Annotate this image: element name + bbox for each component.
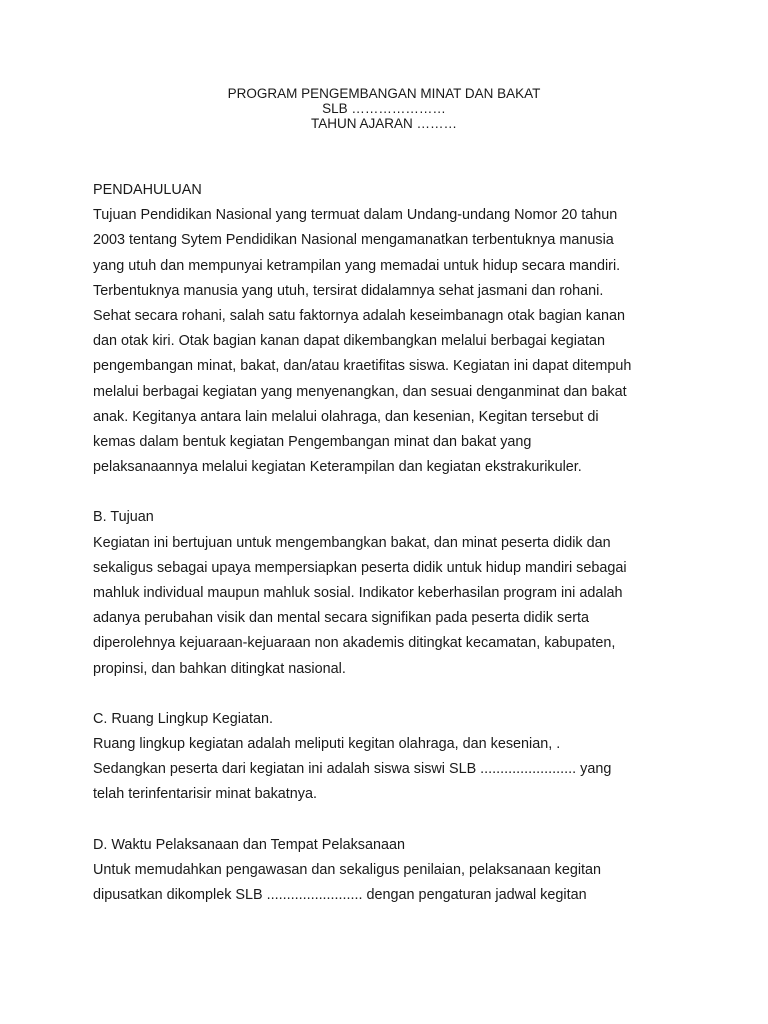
section-spacer <box>93 682 683 707</box>
paragraph-line: propinsi, dan bahkan ditingkat nasional. <box>93 660 346 677</box>
paragraph-line: kemas dalam bentuk kegiatan Pengembangan minat dan bakat yang <box>93 434 532 451</box>
paragraph-line: mahluk individual maupun mahluk sosial. Indikator keberhasilan program ini adalah <box>93 585 623 602</box>
paragraph-line: Kegiatan ini bertujuan untuk mengembangkan bakat, dan minat peserta didik dan <box>93 534 611 551</box>
paragraph-line: melalui berbagai kegiatan yang menyenangkan, dan sesuai denganminat dan bakat <box>93 383 627 400</box>
section-ruang-lingkup <box>93 707 683 808</box>
title-line-2: SLB ………………… <box>322 101 446 116</box>
title-line-1: PROGRAM PENGEMBANGAN MINAT DAN BAKAT <box>227 86 541 101</box>
document-body <box>93 178 683 908</box>
paragraph-line: pelaksanaannya melalui kegiatan Keterampilan dan kegiatan ekstrakurikuler. <box>93 459 582 476</box>
paragraph-line: dipusatkan dikomplek SLB ........................ dengan pengaturan jadwal kegitan <box>93 887 587 904</box>
section-heading: PENDAHULUAN <box>93 182 202 198</box>
section-heading: B. Tujuan <box>93 509 154 526</box>
paragraph-line: Untuk memudahkan pengawasan dan sekaligus penilaian, pelaksanaan kegitan <box>93 861 602 878</box>
paragraph-line: Terbentuknya manusia yang utuh, tersirat didalamnya sehat jasmani dan rohani. <box>93 282 604 299</box>
paragraph-line: diperolehnya kejuaraan-kejuaraan non akademis ditingkat kecamatan, kabupaten, <box>93 635 616 652</box>
section-pendahuluan <box>93 178 683 480</box>
paragraph-line: Sehat secara rohani, salah satu faktornya adalah keseimbanagn otak bagian kanan <box>93 308 626 325</box>
paragraph-line: adanya perubahan visik dan mental secara signifikan pada peserta didik serta <box>93 610 589 627</box>
paragraph-line: 2003 tentang Sytem Pendidikan Nasional mengamanatkan terbentuknya manusia <box>93 232 614 249</box>
paragraph-line: sekaligus sebagai upaya mempersiapkan peserta didik untuk hidup mandiri sebagai <box>93 559 627 576</box>
paragraph-line: Ruang lingkup kegiatan adalah meliputi kegitan olahraga, dan kesenian, . <box>93 736 561 753</box>
paragraph-line: anak. Kegitanya antara lain melalui olahraga, dan kesenian, Kegitan tersebut di <box>93 408 599 425</box>
section-spacer <box>93 808 683 833</box>
paragraph-line: Sedangkan peserta dari kegiatan ini adalah siswa siswi SLB ........................ yang <box>93 761 612 778</box>
paragraph-line: Tujuan Pendidikan Nasional yang termuat dalam Undang-undang Nomor 20 tahun <box>93 207 618 224</box>
section-heading: D. Waktu Pelaksanaan dan Tempat Pelaksanaan <box>93 836 405 853</box>
paragraph-line: pengembangan minat, bakat, dan/atau kraetifitas siswa. Kegiatan ini dapat ditempuh <box>93 358 632 375</box>
document-title-block <box>0 86 768 131</box>
section-spacer <box>93 480 683 505</box>
paragraph-line: dan otak kiri. Otak bagian kanan dapat dikembangkan melalui berbagai kegiatan <box>93 333 606 350</box>
section-waktu-pelaksanaan <box>93 833 683 909</box>
section-heading: C. Ruang Lingkup Kegiatan. <box>93 710 274 727</box>
paragraph-line: yang utuh dan mempunyai ketrampilan yang memadai untuk hidup secara mandiri. <box>93 257 621 274</box>
section-tujuan <box>93 505 683 681</box>
paragraph-line: telah terinfentarisir minat bakatnya. <box>93 786 317 803</box>
title-line-3: TAHUN AJARAN ……… <box>310 116 457 131</box>
